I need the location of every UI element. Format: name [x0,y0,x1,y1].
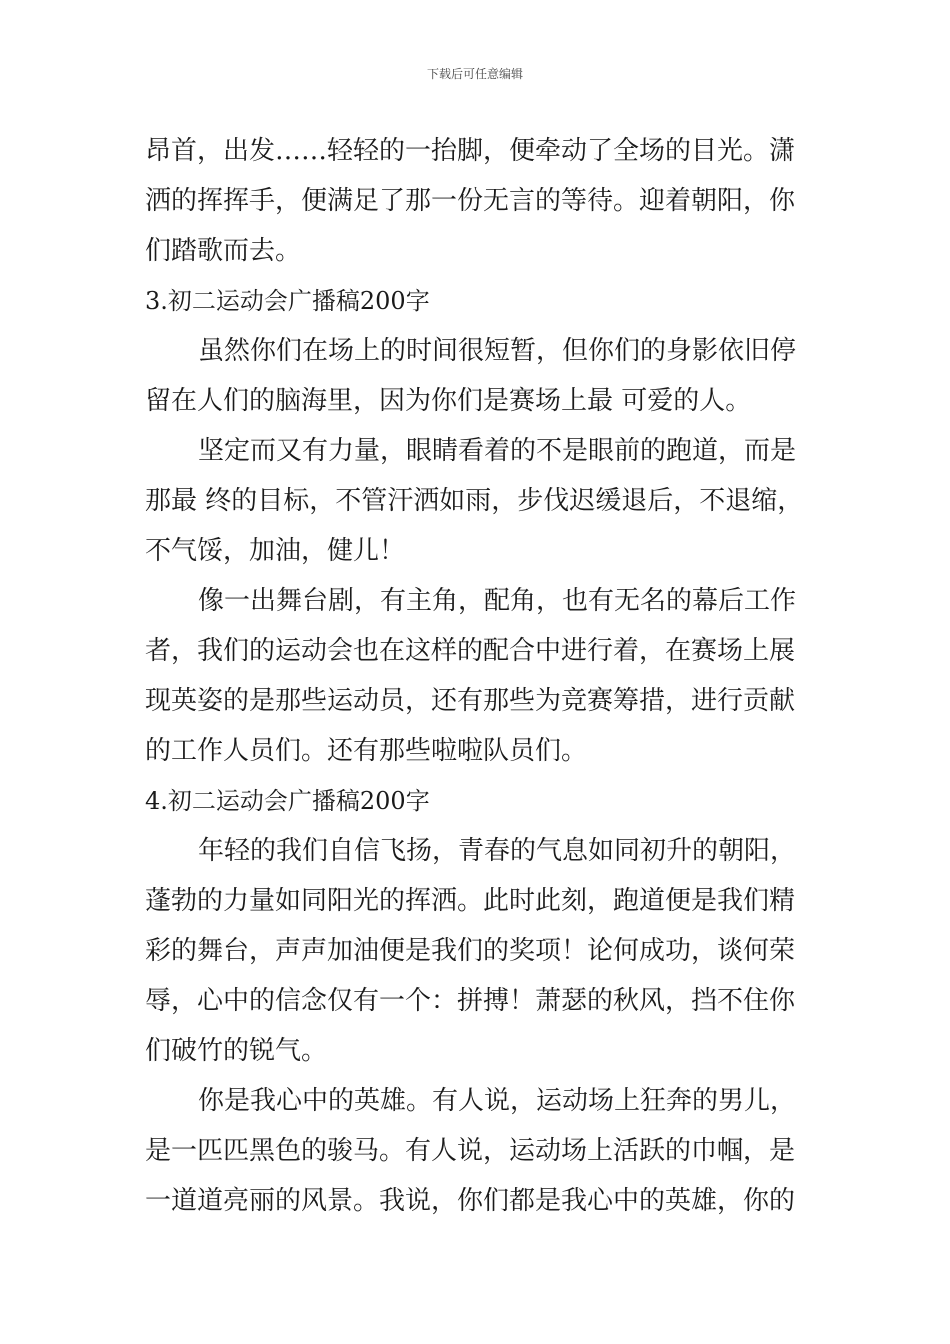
paragraph-start-line: 你是我心中的英雄。有人说，运动场上狂奔的男儿， [198,1086,797,1116]
body-line: 者，我们的运动会也在这样的配合中进行着，在赛场上展 [145,636,796,666]
paragraph-start-line: 年轻的我们自信飞扬，青春的气息如同初升的朝阳， [198,836,797,866]
header-note: 下载后可任意编辑 [426,67,523,81]
paragraph-start-line: 像一出舞台剧，有主角，配角，也有无名的幕后工作 [198,586,797,616]
paragraph-start-line: 虽然你们在场上的时间很短暂，但你们的身影依旧停 [198,336,797,366]
body-line: 蓬勃的力量如同阳光的挥洒。此时此刻，跑道便是我们精 [145,886,796,916]
document-body [145,126,807,1226]
body-line: 们踏歌而去。 [145,236,302,266]
body-line: 留在人们的脑海里，因为你们是赛场上最 可爱的人。 [145,386,752,416]
body-line: 那最 终的目标，不管汗洒如雨，步伐迟缓退后，不退缩， [145,486,804,516]
section-heading-4: 4.初二运动会广播稿200字 [145,787,430,815]
section-heading-3: 3.初二运动会广播稿200字 [145,287,430,315]
body-line: 昂首，出发……轻轻的一抬脚，便牵动了全场的目光。潇 [145,136,796,166]
body-line: 的工作人员们。还有那些啦啦队员们。 [145,736,588,766]
body-line: 不气馁，加油，健儿！ [145,536,406,566]
body-line: 们破竹的锐气。 [145,1036,328,1066]
body-line: 彩的舞台，声声加油便是我们的奖项！论何成功，谈何荣 [145,936,796,966]
body-line: 一道道亮丽的风景。我说，你们都是我心中的英雄，你的 [145,1186,796,1216]
body-line: 是一匹匹黑色的骏马。有人说，运动场上活跃的巾帼，是 [145,1136,796,1166]
body-line: 辱，心中的信念仅有一个：拼搏！萧瑟的秋风，挡不住你 [145,986,796,1016]
body-line: 现英姿的是那些运动员，还有那些为竞赛筹措，进行贡献 [145,686,796,716]
paragraph-start-line: 坚定而又有力量，眼睛看着的不是眼前的跑道，而是 [198,436,797,466]
body-line: 洒的挥挥手，便满足了那一份无言的等待。迎着朝阳，你 [145,186,796,216]
